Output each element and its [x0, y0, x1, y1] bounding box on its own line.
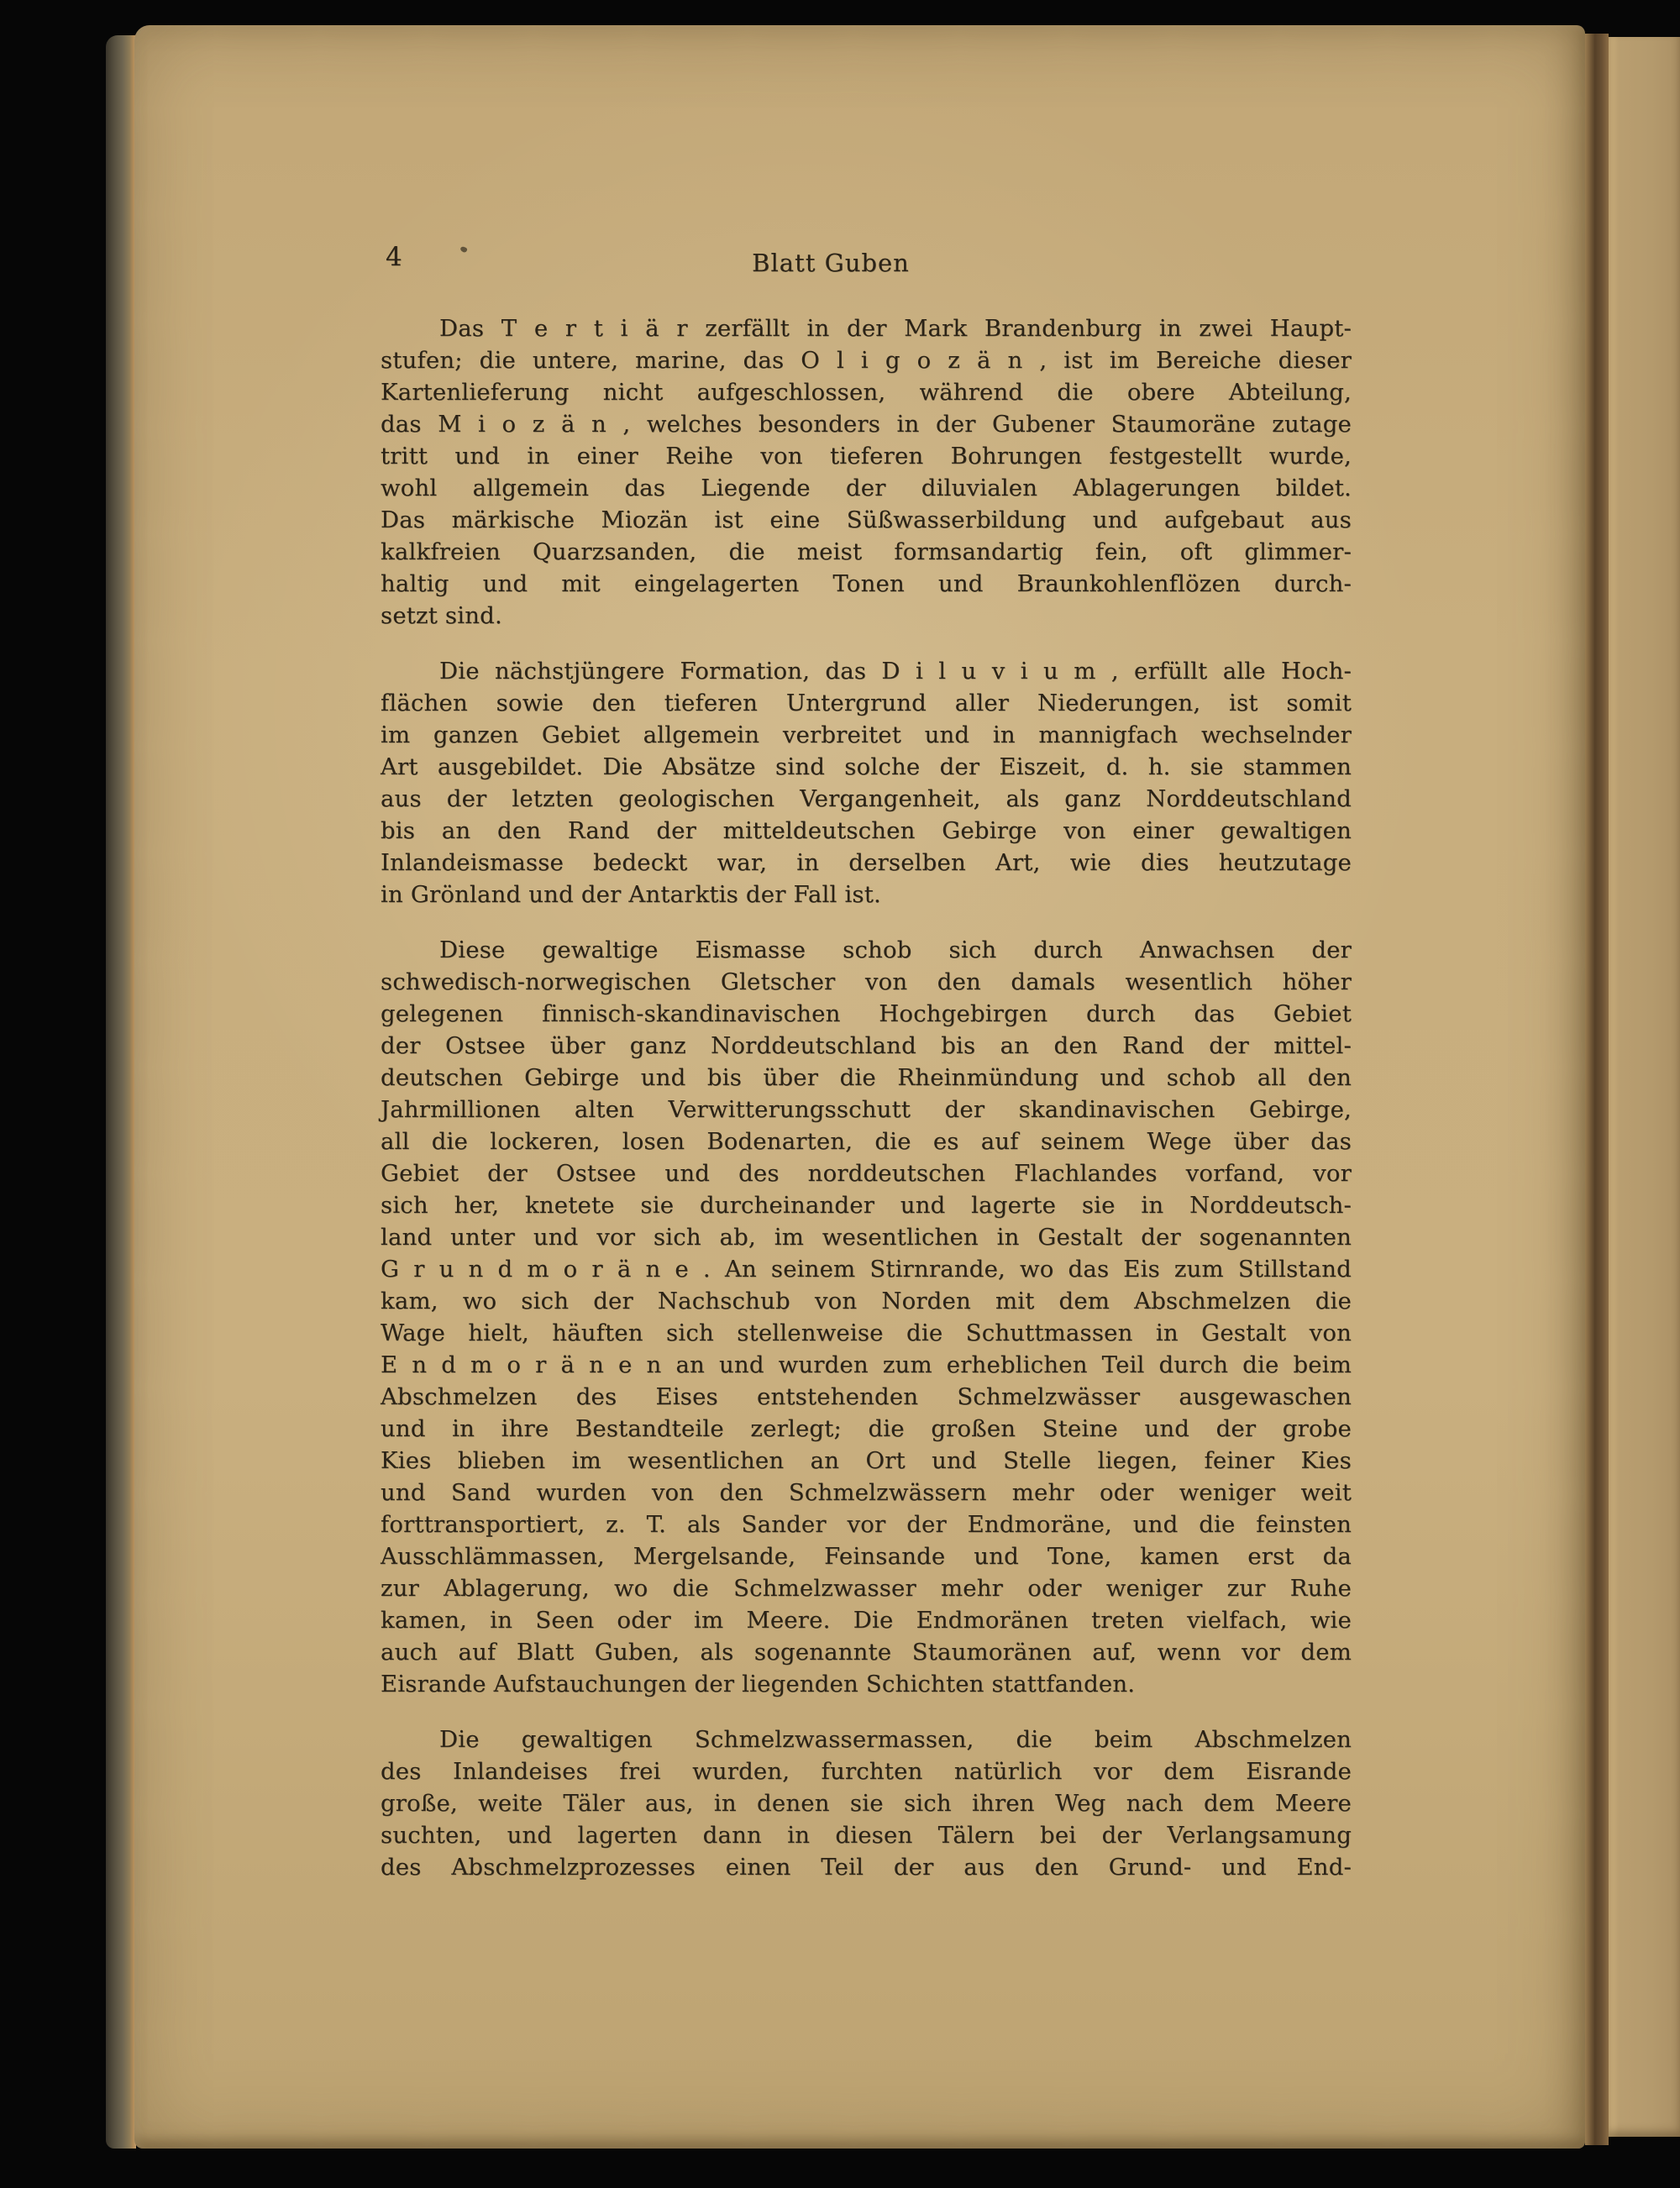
text-line: kamen, in Seen oder im Meere. Die Endmoränen treten vielfach, wie [381, 1607, 1352, 1634]
text-line: haltig und mit eingelagerten Tonen und Braunkohlenflözen durch- [381, 570, 1352, 597]
text-line: Art ausgebildet. Die Absätze sind solche der Eiszeit, d. h. sie stammen [381, 753, 1352, 780]
book-gutter-shadow [1585, 34, 1609, 2145]
text-line: E n d m o r ä n e n an und wurden zum erheblichen Teil durch die beim [381, 1351, 1352, 1378]
page-stack-edge [106, 35, 136, 2149]
page-number: 4 [386, 242, 402, 272]
text-line: und Sand wurden von den Schmelzwässern mehr oder weniger weit [381, 1479, 1352, 1506]
text-line: Ausschlämmassen, Mergelsande, Feinsande und Tone, kamen erst da [381, 1543, 1352, 1570]
text-line: Die gewaltigen Schmelzwassermassen, die beim Abschmelzen [439, 1726, 1352, 1753]
text-line: in Grönland und der Antarktis der Fall ist. [381, 881, 881, 908]
facing-page-edge [1609, 37, 1680, 2137]
text-line: große, weite Täler aus, in denen sie sich ihren Weg nach dem Meere [381, 1790, 1352, 1817]
paragraph [381, 1724, 1352, 1883]
body-text [381, 312, 1352, 1883]
text-line: Eisrande Aufstauchungen der liegenden Schichten stattfanden. [381, 1671, 1136, 1697]
text-line: auch auf Blatt Guben, als sogenannte Staumoränen auf, wenn vor dem [381, 1639, 1352, 1666]
text-line: gelegenen finnisch-skandinavischen Hochgebirgen durch das Gebiet [381, 1000, 1352, 1027]
text-line: Das T e r t i ä r zerfällt in der Mark Brandenburg in zwei Haupt- [439, 315, 1352, 342]
paragraph [381, 934, 1352, 1700]
book-page [134, 25, 1585, 2149]
text-line: kam, wo sich der Nachschub von Norden mit dem Abschmelzen die [381, 1288, 1352, 1314]
text-line: forttransportiert, z. T. als Sander vor der Endmoräne, und die feinsten [381, 1511, 1352, 1538]
text-line: sich her, knetete sie durcheinander und lagerte sie in Norddeutsch- [381, 1192, 1352, 1219]
text-line: all die lockeren, losen Bodenarten, die es auf seinem Wege über das [381, 1128, 1352, 1155]
text-line: der Ostsee über ganz Norddeutschland bis an den Rand der mittel- [381, 1032, 1352, 1059]
text-line: Diese gewaltige Eismasse schob sich durch Anwachsen der [439, 937, 1352, 963]
text-line: stufen; die untere, marine, das O l i g o z ä n , ist im Bereiche dieser [381, 347, 1352, 374]
text-line: Gebiet der Ostsee und des norddeutschen Flachlandes vorfand, vor [381, 1160, 1352, 1187]
text-line: schwedisch-norwegischen Gletscher von den damals wesentlich höher [381, 968, 1352, 995]
text-line: G r u n d m o r ä n e . An seinem Stirnrande, wo das Eis zum Stillstand [381, 1256, 1352, 1283]
running-title: Blatt Guben [752, 249, 910, 277]
text-line: Jahrmillionen alten Verwitterungsschutt der skandinavischen Gebirge, [381, 1096, 1352, 1123]
text-line: zur Ablagerung, wo die Schmelzwasser mehr oder weniger zur Ruhe [381, 1575, 1352, 1602]
text-line: tritt und in einer Reihe von tieferen Bohrungen festgestellt wurde, [381, 443, 1352, 470]
paragraph [381, 655, 1352, 910]
paragraph [381, 312, 1352, 632]
text-line: Inlandeismasse bedeckt war, in derselben Art, wie dies heutzutage [381, 849, 1352, 876]
page-header [381, 242, 1352, 282]
text-line: bis an den Rand der mitteldeutschen Gebirge von einer gewaltigen [381, 817, 1352, 844]
text-line: deutschen Gebirge und bis über die Rheinmündung und schob all den [381, 1064, 1352, 1091]
text-line: des Inlandeises frei wurden, furchten natürlich vor dem Eisrande [381, 1758, 1352, 1785]
text-line: wohl allgemein das Liegende der diluvialen Ablagerungen bildet. [381, 475, 1352, 501]
text-line: aus der letzten geologischen Vergangenheit, als ganz Norddeutschland [381, 785, 1352, 812]
text-line: Abschmelzen des Eises entstehenden Schmelzwässer ausgewaschen [381, 1383, 1352, 1410]
text-line: Kartenlieferung nicht aufgeschlossen, während die obere Abteilung, [381, 379, 1352, 406]
text-line: Die nächstjüngere Formation, das D i l u v i u m , erfüllt alle Hoch- [439, 658, 1352, 685]
text-line: Kies blieben im wesentlichen an Ort und Stelle liegen, feiner Kies [381, 1447, 1352, 1474]
text-line: kalkfreien Quarzsanden, die meist formsandartig fein, oft glimmer- [381, 538, 1352, 565]
text-line: suchten, und lagerten dann in diesen Tälern bei der Verlangsamung [381, 1822, 1352, 1849]
text-line: Wage hielt, häuften sich stellenweise die Schuttmassen in Gestalt von [381, 1320, 1352, 1346]
text-line: des Abschmelzprozesses einen Teil der aus den Grund- und End- [381, 1854, 1352, 1881]
text-line: und in ihre Bestandteile zerlegt; die großen Steine und der grobe [381, 1415, 1352, 1442]
text-line: setzt sind. [381, 602, 502, 629]
text-line: land unter und vor sich ab, im wesentlichen in Gestalt der sogenannten [381, 1224, 1352, 1251]
text-line: das M i o z ä n , welches besonders in der Gubener Staumoräne zutage [381, 411, 1352, 438]
text-line: flächen sowie den tieferen Untergrund aller Niederungen, ist somit [381, 690, 1352, 716]
text-line: im ganzen Gebiet allgemein verbreitet und in mannigfach wechselnder [381, 721, 1352, 748]
text-line: Das märkische Miozän ist eine Süßwasserbildung und aufgebaut aus [381, 506, 1352, 533]
